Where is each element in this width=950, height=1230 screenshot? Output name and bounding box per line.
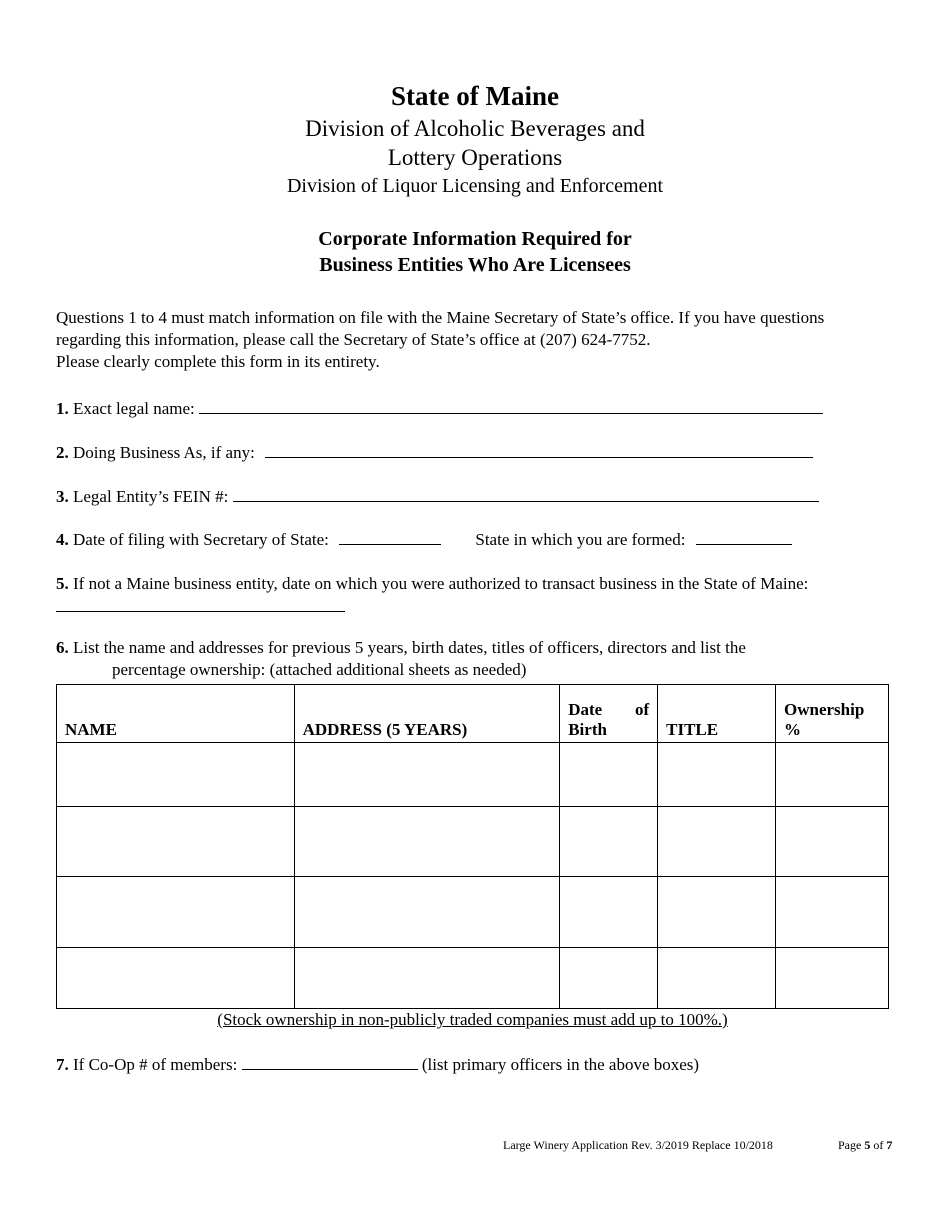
header-dob-word-3: Birth bbox=[568, 720, 607, 739]
header-dob-word-1: Date bbox=[568, 700, 603, 719]
division-subtitle: Division of Liquor Licensing and Enforcement bbox=[286, 175, 663, 197]
table-row bbox=[57, 948, 889, 1009]
question-label: Doing Business As, if any: bbox=[73, 443, 255, 462]
header-ownership bbox=[776, 685, 889, 743]
ownership-cell[interactable] bbox=[776, 948, 889, 1009]
question-number: 6. bbox=[56, 638, 69, 657]
legal-name-field[interactable] bbox=[199, 398, 823, 414]
question-6-continued: percentage ownership: (attached additional sheets as needed) bbox=[112, 660, 527, 679]
table-row bbox=[57, 877, 889, 948]
revision-text: Large Winery Application Rev. 3/2019 Replace 10/2018 bbox=[503, 1138, 773, 1152]
title-cell[interactable] bbox=[658, 807, 776, 877]
division-line-2: Lottery Operations bbox=[387, 145, 563, 170]
table-row bbox=[57, 743, 889, 807]
question-7 bbox=[56, 1054, 699, 1076]
question-number: 3. bbox=[56, 487, 69, 506]
question-label: Date of filing with Secretary of State: bbox=[73, 530, 329, 549]
table-header-row bbox=[57, 685, 889, 743]
header-ownership-word: Ownership bbox=[784, 700, 865, 719]
question-1 bbox=[56, 398, 823, 420]
intro-paragraph bbox=[56, 307, 936, 373]
question-2 bbox=[56, 442, 813, 464]
intro-line-2: regarding this information, please call the Secretary of State’s office at (207) 624-7752. bbox=[56, 330, 651, 349]
title-cell[interactable] bbox=[658, 948, 776, 1009]
fein-field[interactable] bbox=[233, 486, 819, 502]
question-label-2: (list primary officers in the above boxes) bbox=[421, 1055, 700, 1074]
question-number: 4. bbox=[56, 530, 69, 549]
question-number: 7. bbox=[56, 1055, 69, 1074]
name-cell[interactable] bbox=[57, 743, 295, 807]
form-title-line-1: Corporate Information Required for bbox=[318, 228, 632, 250]
state-title: State of Maine bbox=[391, 81, 559, 111]
dob-cell[interactable] bbox=[560, 807, 658, 877]
dob-cell[interactable] bbox=[560, 743, 658, 807]
page-number bbox=[838, 1138, 892, 1153]
dba-field[interactable] bbox=[265, 442, 813, 458]
question-number: 2. bbox=[56, 443, 69, 462]
question-label: List the name and addresses for previous 5 years, birth dates, titles of officers, directors and list the bbox=[73, 638, 746, 657]
of-word: of bbox=[873, 1138, 884, 1152]
header-dob bbox=[560, 685, 658, 743]
form-title-line-2: Business Entities Who Are Licensees bbox=[319, 254, 631, 276]
header-address: ADDRESS (5 YEARS) bbox=[294, 685, 560, 743]
question-number: 1. bbox=[56, 399, 69, 418]
question-label: If not a Maine business entity, date on which you were authorized to transact business in the State of Maine: bbox=[73, 574, 809, 593]
name-cell[interactable] bbox=[57, 948, 295, 1009]
question-4 bbox=[56, 529, 792, 551]
address-cell[interactable] bbox=[294, 807, 560, 877]
coop-members-field[interactable] bbox=[242, 1054, 418, 1070]
officers-table bbox=[56, 684, 889, 1009]
question-label: Legal Entity’s FEIN #: bbox=[73, 487, 229, 506]
question-label: Exact legal name: bbox=[73, 399, 195, 418]
header-title: TITLE bbox=[658, 685, 776, 743]
table-row bbox=[57, 807, 889, 877]
ownership-note: (Stock ownership in non-publicly traded companies must add up to 100%.) bbox=[217, 1010, 728, 1029]
ownership-cell[interactable] bbox=[776, 877, 889, 948]
filing-date-field[interactable] bbox=[339, 529, 441, 545]
intro-line-1: Questions 1 to 4 must match information on file with the Maine Secretary of State’s office. If you have questions bbox=[56, 308, 825, 327]
page-current: 5 bbox=[864, 1138, 871, 1152]
state-formed-field[interactable] bbox=[696, 529, 792, 545]
ownership-cell[interactable] bbox=[776, 807, 889, 877]
dob-cell[interactable] bbox=[560, 948, 658, 1009]
title-cell[interactable] bbox=[658, 743, 776, 807]
name-cell[interactable] bbox=[57, 807, 295, 877]
division-line-1: Division of Alcoholic Beverages and bbox=[305, 116, 645, 141]
page-total: 7 bbox=[886, 1138, 893, 1152]
name-cell[interactable] bbox=[57, 877, 295, 948]
dob-cell[interactable] bbox=[560, 877, 658, 948]
title-cell[interactable] bbox=[658, 877, 776, 948]
header-name: NAME bbox=[57, 685, 295, 743]
question-6 bbox=[56, 637, 746, 659]
ownership-cell[interactable] bbox=[776, 743, 889, 807]
intro-line-3: Please clearly complete this form in its entirety. bbox=[56, 352, 380, 371]
header-dob-word-2: of bbox=[634, 700, 650, 719]
ownership-note-wrap bbox=[56, 1009, 889, 1031]
question-3 bbox=[56, 486, 819, 508]
page-word: Page bbox=[838, 1138, 862, 1152]
question-label-2: State in which you are formed: bbox=[475, 530, 686, 549]
question-number: 5. bbox=[56, 574, 69, 593]
authorized-date-field[interactable] bbox=[56, 597, 345, 612]
address-cell[interactable] bbox=[294, 877, 560, 948]
address-cell[interactable] bbox=[294, 743, 560, 807]
address-cell[interactable] bbox=[294, 948, 560, 1009]
question-5 bbox=[56, 573, 808, 595]
header-ownership-percent: % bbox=[784, 720, 802, 739]
question-label: If Co-Op # of members: bbox=[73, 1055, 238, 1074]
